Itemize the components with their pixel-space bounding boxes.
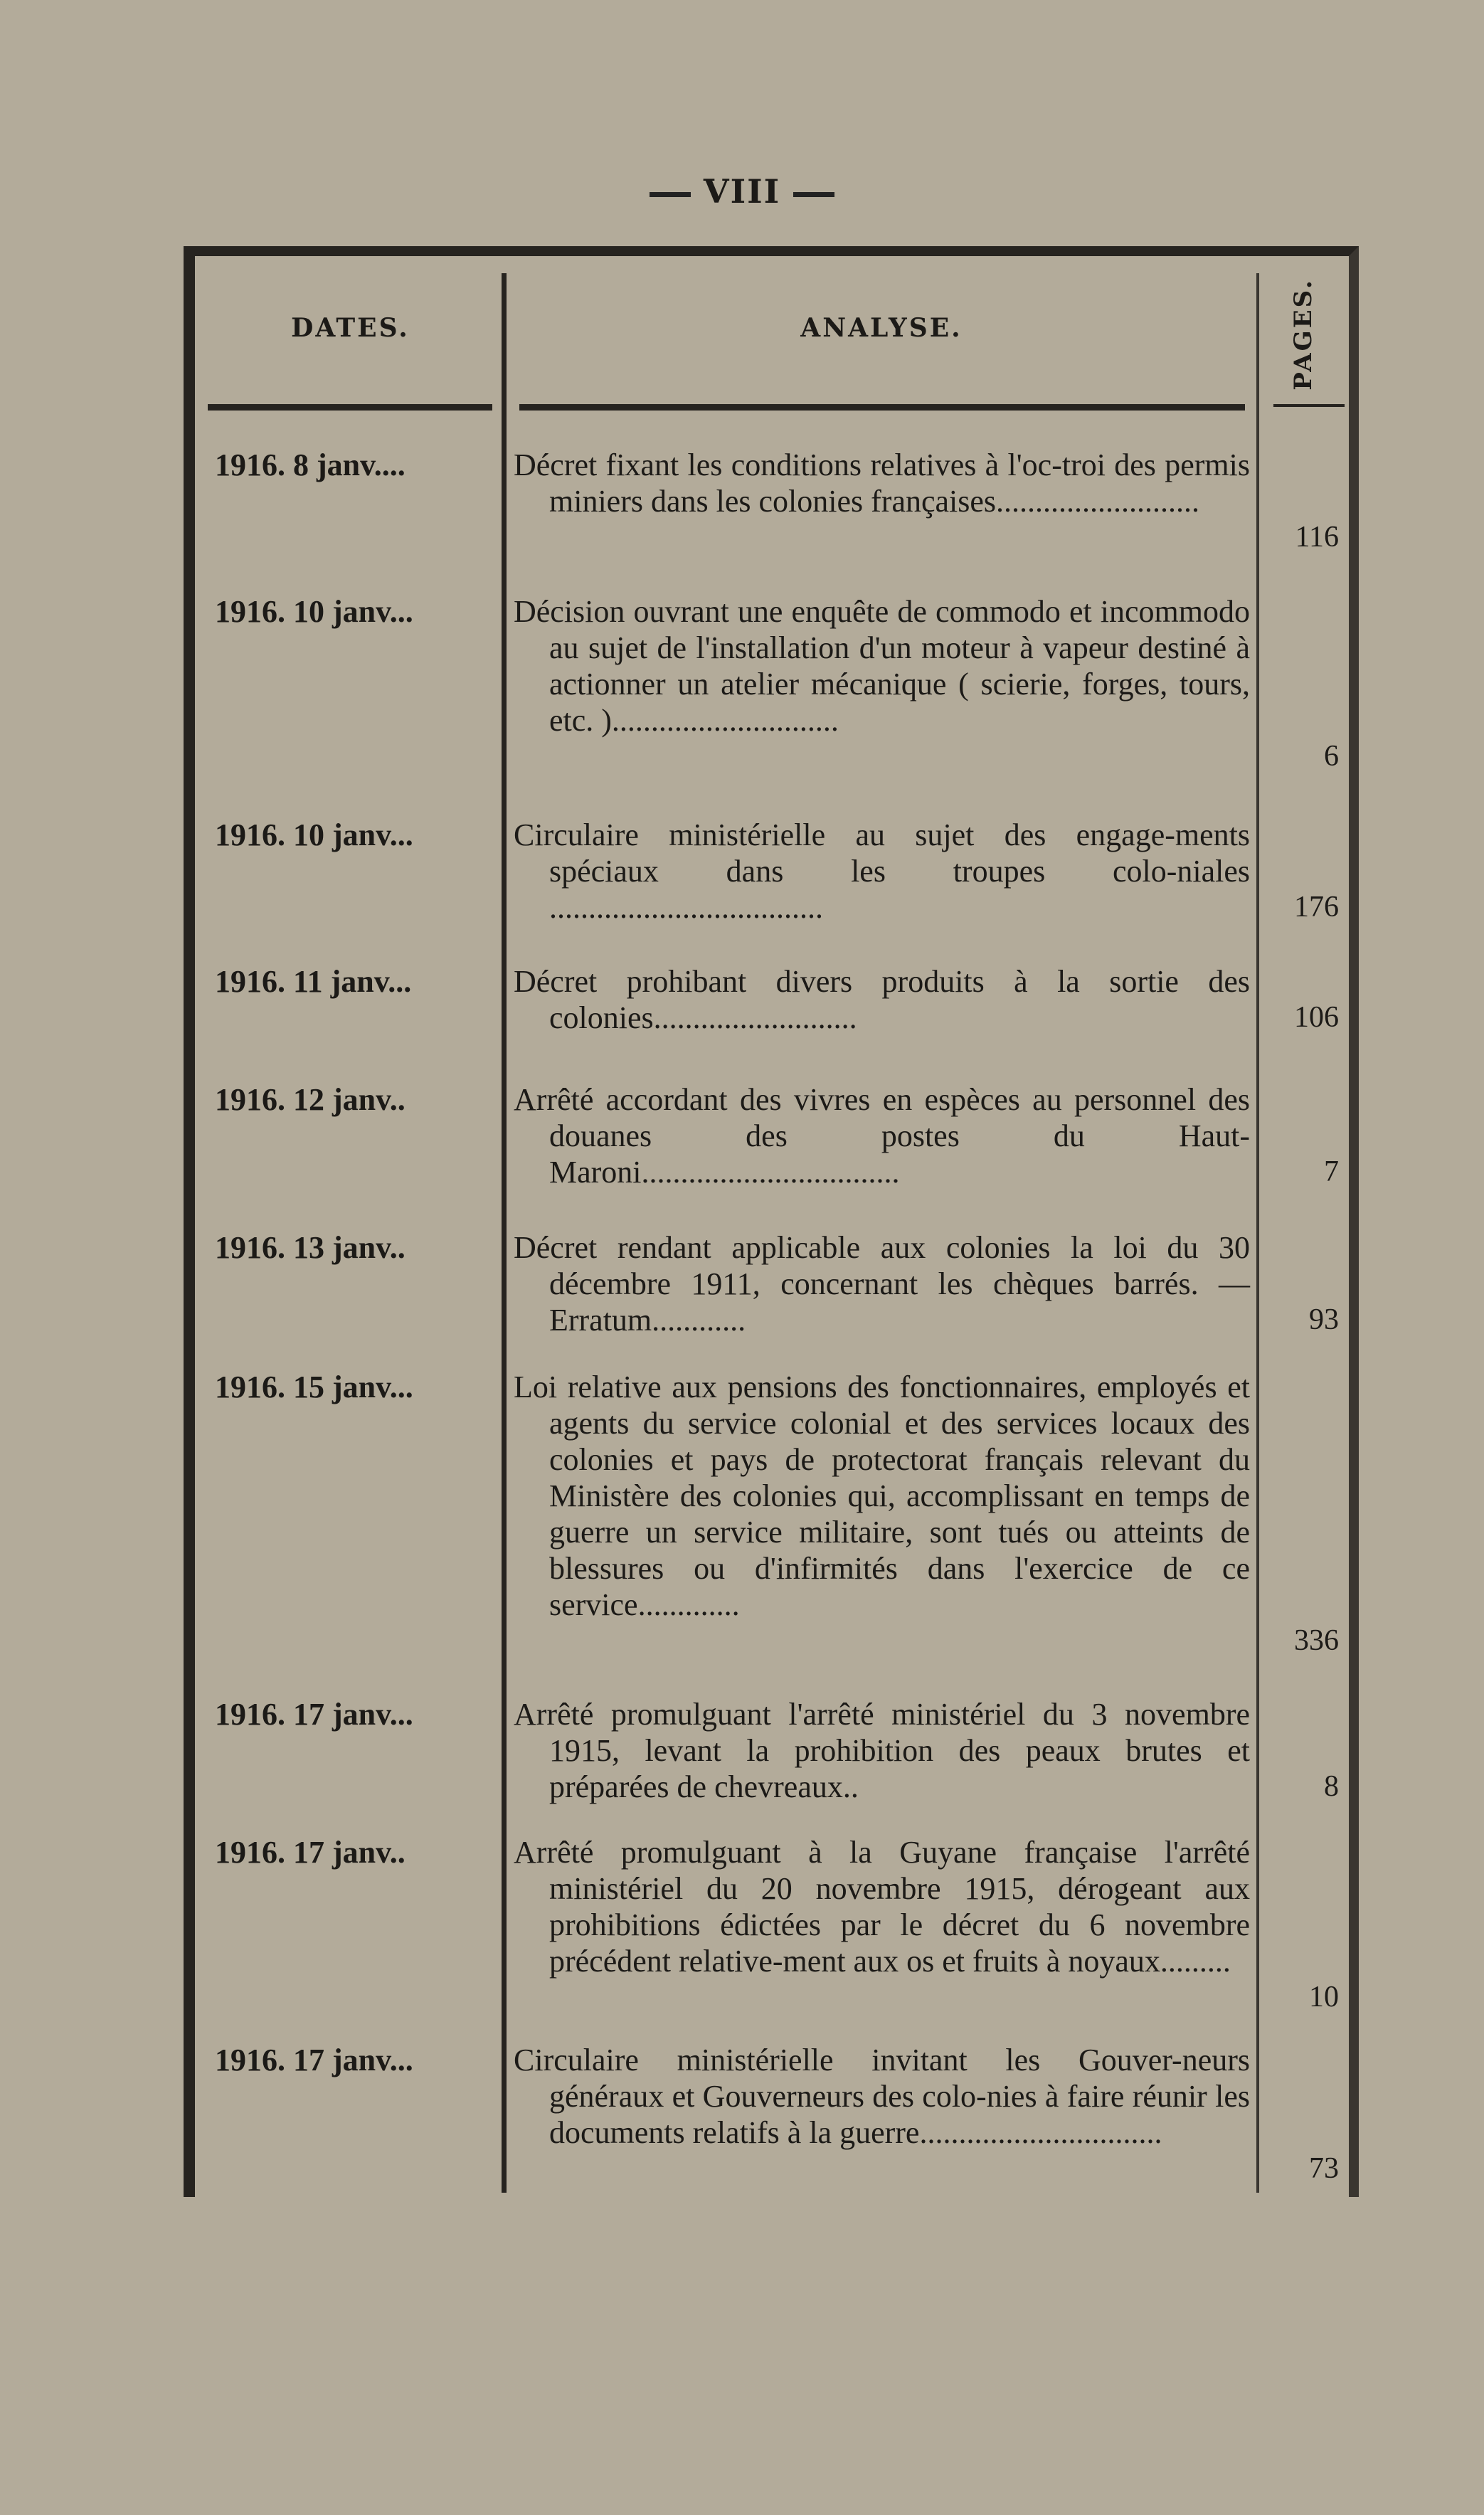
row-analyse: Arrêté promulguant à la Guyane française l'arrêté ministériel du 20 novembre 1915, dérogeant aux prohibitions édictées par le décret du 6 novembre précédent relative-ment aux os et fruits à noyaux......... (514, 1835, 1250, 1979)
row-date: 1916. 17 janv... (215, 2043, 413, 2077)
row-analyse: Décision ouvrant une enquête de commodo et incommodo au sujet de l'installation d'un moteur à vapeur destiné à actionner un atelier mécanique ( scierie, forges, tours, etc. )............................. (514, 594, 1250, 738)
row-page: 73 (1309, 2152, 1339, 2185)
header-dates: DATES. (291, 313, 410, 343)
row-page: 176 (1294, 891, 1339, 923)
row-page: 116 (1295, 521, 1339, 554)
header-rule-analyse (519, 404, 1245, 411)
row-analyse: Décret rendant applicable aux colonies la loi du 30 décembre 1911, concernant les chèques barrés. — Erratum............ (514, 1230, 1250, 1338)
row-analyse: Arrêté promulguant l'arrêté ministériel du 3 novembre 1915, levant la prohibition des peaux brutes et préparées de chevreaux.. (514, 1697, 1250, 1804)
row-page: 336 (1294, 1624, 1339, 1657)
row-page: 10 (1309, 1981, 1339, 2013)
row-analyse: Arrêté accordant des vivres en espèces au personnel des douanes des postes du Haut-Maroni................................. (514, 1082, 1250, 1190)
row-date: 1916. 17 janv... (215, 1697, 413, 1732)
row-analyse: Circulaire ministérielle invitant les Gouver-neurs généraux et Gouverneurs des colo-nies à faire réunir les documents relatifs à la guerre............................... (514, 2043, 1250, 2150)
page-number (0, 172, 1484, 211)
row-date: 1916. 10 janv... (215, 817, 413, 852)
header-rule-pages (1273, 404, 1345, 407)
column-divider-pages (1256, 273, 1259, 2193)
row-analyse: Loi relative aux pensions des fonctionnaires, employés et agents du service colonial et des services locaux des colonies et pays de protectorat français relevant du Ministère des colonies qui, accomplissant en temps de guerre un service militaire, sont tués ou atteints de blessures ou d'infirmités dans l'exercice de ce service............. (514, 1370, 1250, 1622)
row-analyse: Décret fixant les conditions relatives à l'oc-troi des permis miniers dans les colonies françaises.......................... (514, 448, 1250, 519)
header-analyse: ANALYSE. (800, 313, 963, 343)
header-rule-dates (208, 404, 492, 411)
row-date: 1916. 8 janv.... (215, 448, 406, 482)
header-pages-label: PAGES. (1289, 278, 1318, 391)
row-date: 1916. 12 janv.. (215, 1082, 406, 1117)
row-analyse: Circulaire ministérielle au sujet des engage-ments spéciaux dans les troupes colo-niales ................................... (514, 817, 1250, 925)
row-date: 1916. 13 janv.. (215, 1230, 406, 1265)
header-pages (1261, 277, 1346, 391)
row-date: 1916. 11 janv... (215, 964, 412, 999)
row-date: 1916. 15 janv... (215, 1370, 413, 1404)
row-analyse: Décret prohibant divers produits à la sortie des colonies.......................... (514, 964, 1250, 1035)
row-page: 6 (1324, 740, 1339, 773)
row-date: 1916. 17 janv.. (215, 1835, 406, 1870)
right-dash-decoration (793, 192, 834, 197)
row-page: 93 (1309, 1303, 1339, 1336)
row-page: 106 (1294, 1001, 1339, 1034)
page-number-text: VIII (703, 172, 781, 211)
row-page: 7 (1324, 1155, 1339, 1188)
row-page: 8 (1324, 1770, 1339, 1803)
row-date: 1916. 10 janv... (215, 594, 413, 629)
left-dash-decoration (650, 192, 691, 197)
